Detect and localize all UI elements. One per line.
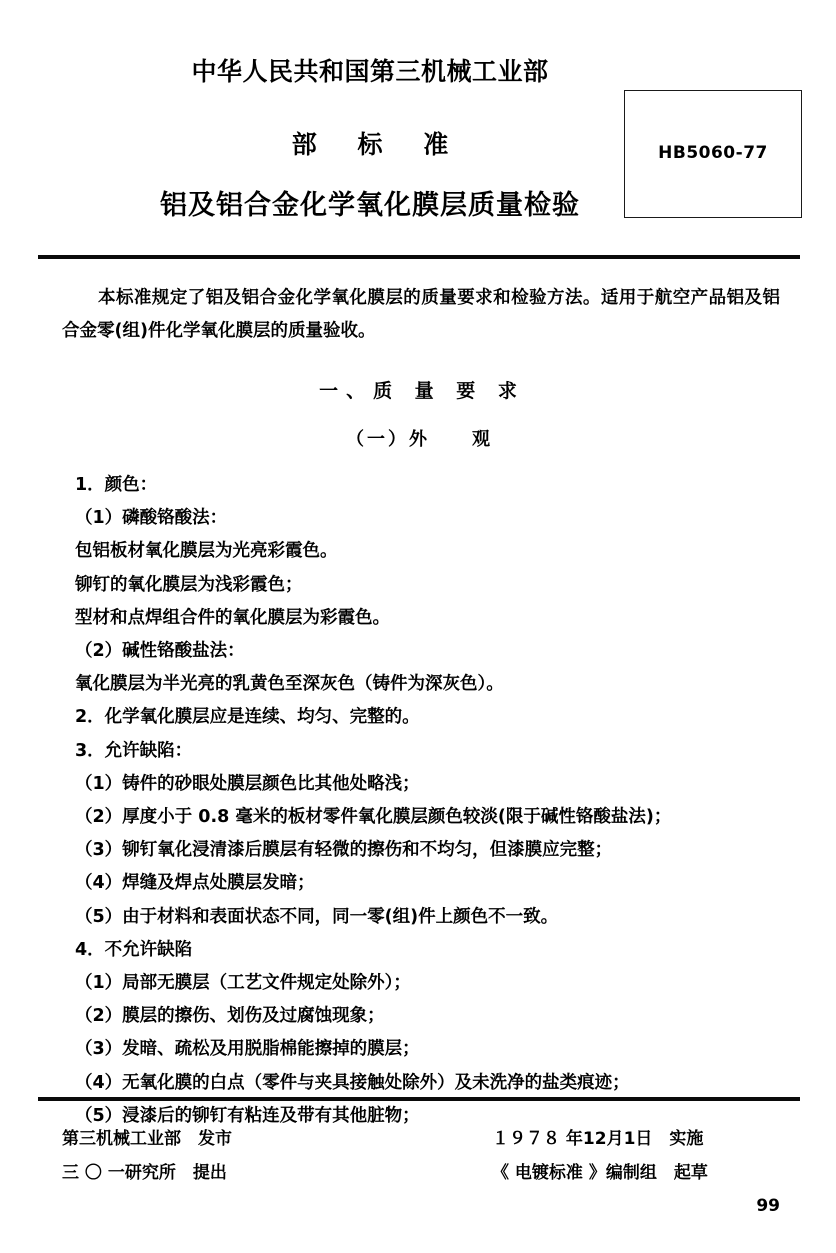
- subsection-heading-appearance: （一）外 观: [346, 429, 493, 450]
- divider-top: [38, 255, 800, 259]
- clause-item: （4）焊缝及焊点处膜层发暗；: [75, 873, 315, 894]
- clause-item: （5）由于材料和表面状态不同，同一零(组)件上颜色不一致。: [75, 906, 559, 927]
- clause-item: （2）厚度小于 0.8 毫米的板材零件氧化膜层颜色较淡(限于碱性铬酸盐法)；: [75, 807, 672, 828]
- clause-item: 氧化膜层为半光亮的乳黄色至深灰色（铸件为深灰色）。: [75, 674, 504, 695]
- clause-item: （2）碱性铬酸盐法：: [75, 641, 245, 662]
- clause-item: 2．化学氧化膜层应是连续、均匀、完整的。: [75, 707, 420, 728]
- standard-number-box: [624, 90, 802, 218]
- clause-item: （3）发暗、疏松及用脱脂棉能擦掉的膜层；: [75, 1039, 420, 1060]
- footer-left-column: [62, 1122, 232, 1190]
- clause-item: 1．颜色：: [75, 475, 158, 495]
- footer-proposer: 三 〇 一研究所 提出: [62, 1163, 227, 1183]
- clause-item: （1）磷酸铬酸法：: [75, 508, 228, 529]
- clause-item: 包铝板材氧化膜层为光亮彩霞色。: [75, 541, 338, 562]
- divider-bottom: [38, 1097, 800, 1101]
- footer-issuer: 第三机械工业部 发市: [62, 1129, 232, 1149]
- clause-item: 3．允许缺陷：: [75, 740, 193, 761]
- clause-item: 铆钉的氧化膜层为浅彩霞色；: [75, 574, 303, 595]
- document-type-label: 部 标 准: [291, 130, 465, 159]
- section-heading-quality-requirements: 一、质 量 要 求: [319, 380, 525, 402]
- clause-item: 4．不允许缺陷: [75, 939, 193, 960]
- standard-number: HB5060-77: [658, 143, 768, 163]
- footer-effective-date: １９７８ 年12月1日 实施: [492, 1129, 704, 1149]
- masthead: [0, 58, 740, 86]
- footer-drafter: 《 电镀标准 》编制组 起草: [492, 1163, 708, 1183]
- document-body: [0, 282, 836, 1133]
- clause-list: [0, 469, 836, 1133]
- clause-item: （2）膜层的擦伤、划伤及过腐蚀现象；: [75, 1006, 385, 1027]
- clause-item: （3）铆钉氧化浸清漆后膜层有轻微的擦伤和不均匀，但漆膜应完整；: [75, 840, 613, 861]
- ministry-name: 中华人民共和国第三机械工业部: [191, 57, 549, 86]
- page-number: 99: [756, 1196, 780, 1216]
- clause-item: 型材和点焊组合件的氧化膜层为彩霞色。: [75, 607, 390, 628]
- document-footer: [0, 1122, 836, 1202]
- scope-paragraph: 本标准规定了铝及铝合金化学氧化膜层的质量要求和检验方法。适用于航空产品铝及铝合金零(组)件化学氧化膜层的质量验收。: [62, 288, 780, 341]
- clause-item: （1）铸件的砂眼处膜层颜色比其他处略浅；: [75, 773, 420, 794]
- clause-item: （4）无氧化膜的白点（零件与夹具接触处除外）及未洗净的盐类痕迹；: [75, 1072, 630, 1093]
- clause-item: （5）浸漆后的铆钉有粘连及带有其他脏物；: [75, 1105, 420, 1126]
- clause-item: （1）局部无膜层（工艺文件规定处除外）；: [75, 973, 411, 994]
- page-title: 铝及铝合金化学氧化膜层质量检验: [160, 190, 580, 221]
- footer-right-column: [492, 1122, 708, 1190]
